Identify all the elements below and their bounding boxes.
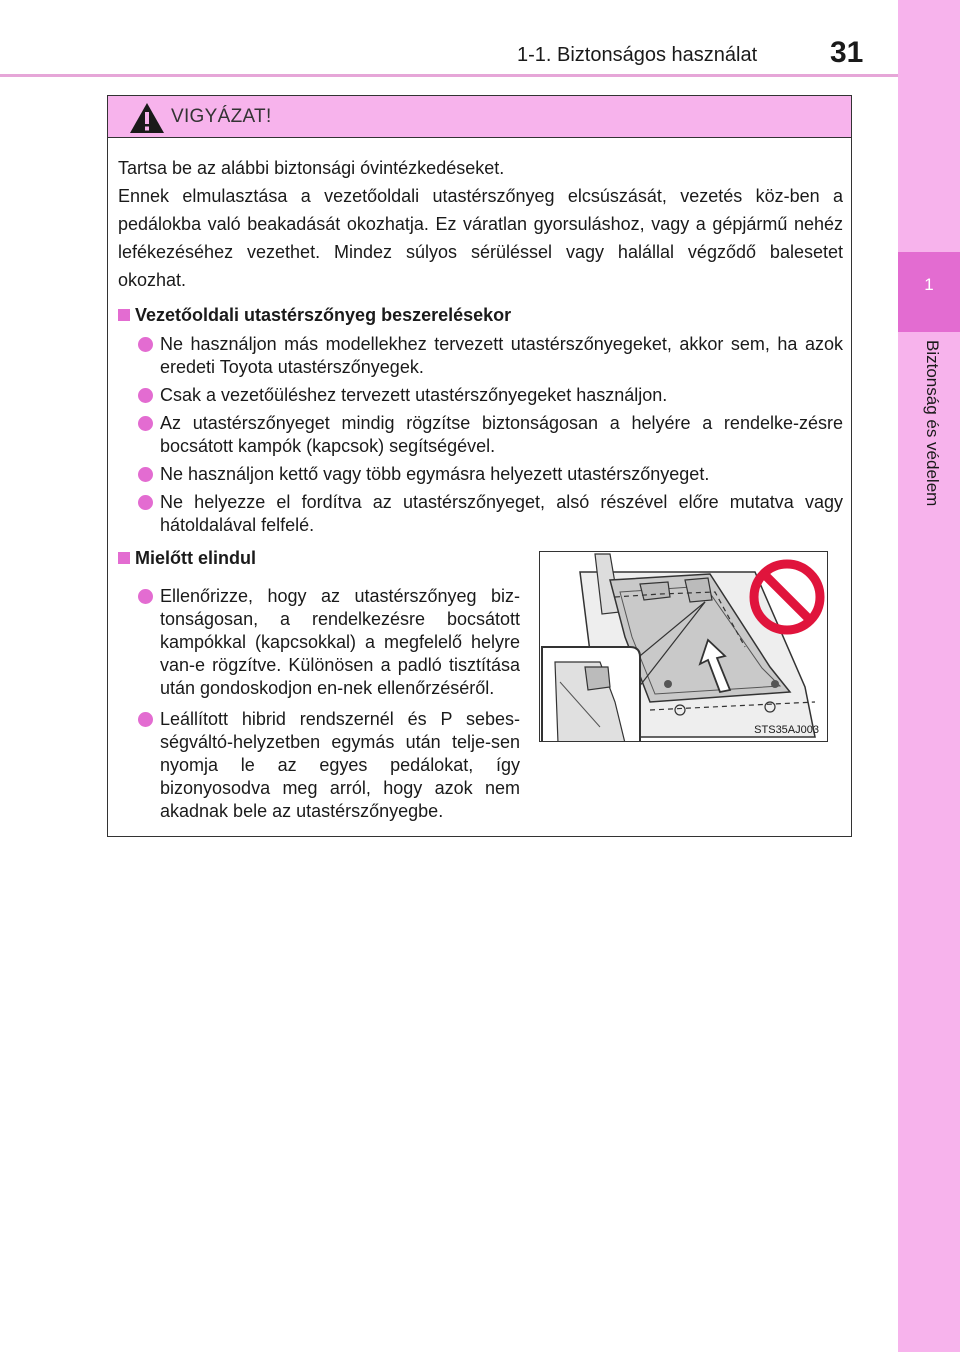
chapter-number: 1 (898, 252, 960, 332)
dot-bullet-icon (138, 388, 153, 403)
warning-title: VIGYÁZAT! (171, 106, 272, 127)
list-item: Ne helyezze el fordítva az utastérszőnyeget, alsó részével előre mutatva vagy hátoldalával felfelé. (118, 491, 843, 537)
header-rule (0, 74, 898, 77)
intro-line-1: Tartsa be az alábbi biztonsági óvintézkedéseket. (118, 158, 505, 178)
dot-bullet-icon (138, 416, 153, 431)
list-item: Ellenőrizze, hogy az utastérszőnyeg biz-tonságosan, a rendelkezésre bocsátott kampókkal (kapcsokkal) a megfelelő helyre van-e rögzítve. Különösen a padló tisztítása után gondoskodjon en-nek ellenőrzéséről. (118, 585, 520, 700)
list-item: Ne használjon kettő vagy több egymásra helyezett utastérszőnyeget. (118, 463, 843, 486)
floor-mat-drawing (540, 552, 828, 742)
warning-intro (118, 154, 843, 294)
chapter-side-tab (898, 0, 960, 1352)
page-number: 31 (830, 36, 864, 69)
dot-bullet-icon (138, 589, 153, 604)
section-heading-before-driving: Mielőtt elindul (118, 545, 843, 571)
warning-triangle-icon (129, 102, 165, 134)
list-item: Az utastérszőnyeget mindig rögzítse biztonságosan a helyére a rendelke-zésre bocsátott kampók (kapcsok) segítségével. (118, 412, 843, 458)
dot-bullet-icon (138, 467, 153, 482)
dot-bullet-icon (138, 337, 153, 352)
figure-code: STS35AJ003 (754, 724, 819, 736)
chapter-title: Biztonság és védelem (923, 340, 942, 507)
section-heading-installation: Vezetőoldali utastérszőnyeg beszerelésekor (118, 302, 843, 328)
list-item: Ne használjon más modellekhez tervezett utastérszőnyegeket, akkor sem, ha azok eredeti Toyota utastérszőnyegek. (118, 333, 843, 379)
square-bullet-icon (118, 309, 130, 321)
list-item: Csak a vezetőüléshez tervezett utastérszőnyegeket használjon. (118, 384, 843, 407)
dot-bullet-icon (138, 712, 153, 727)
before-driving-list (118, 585, 520, 831)
square-bullet-icon (118, 552, 130, 564)
floor-mat-illustration (539, 551, 828, 742)
list-item: Leállított hibrid rendszernél és P sebes-ségváltó-helyzetben egymás után telje-sen nyomja le az egyes pedálokat, így bizonyosodva meg arról, hogy azok nem akadnak bele az utastérszőnyegbe. (118, 708, 520, 823)
intro-line-2: Ennek elmulasztása a vezetőoldali utastérszőnyeg elcsúszását, vezetés köz-ben a pedálokba való beakadását okozhatja. Ez váratlan gyorsuláshoz, vagy a gépjármű nehéz lefékezéséhez vezethet. Mindez súlyos sérüléssel vagy halállal végződő balesetet okozhat. (118, 186, 843, 290)
warning-header (108, 96, 851, 138)
running-title: 1-1. Biztonságos használat (517, 44, 758, 66)
dot-bullet-icon (138, 495, 153, 510)
